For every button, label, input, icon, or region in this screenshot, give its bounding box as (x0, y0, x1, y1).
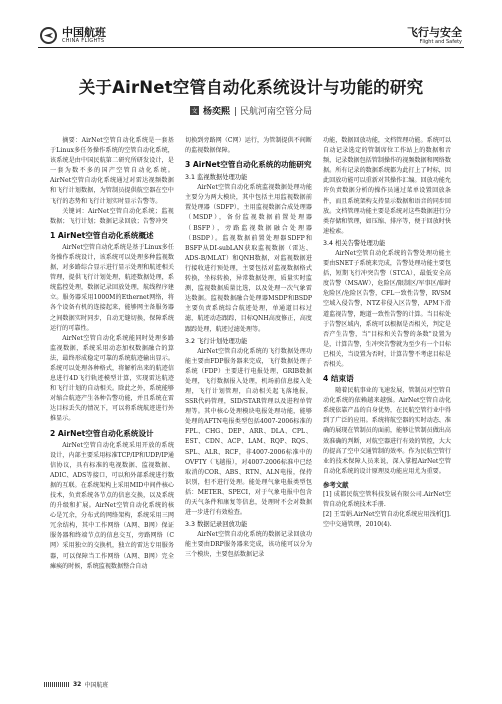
author-icon: 文 (191, 108, 198, 115)
paragraph: 切换到旁路网（C网）运行，为管制提供不间断的监视数据保障。 (185, 137, 312, 155)
subsection-heading-3-1: 3.1 监视数据处理功能 (185, 174, 248, 182)
paragraph: AirNet空管自动化系统采用开放的系统设计，内部主要采用标准TCP/IP和UDP/IP通信协议，具有标准的电视数据、监视数据、ADIC、ADS等接口，可以和外部系统进行数据的互联。在系统架构上采用MID中间件核心技术，负责系统各节点的信息交换，以及系统的升级和扩展。AirNet空管自动化系统的核心是冗余，分布式的网络架构，系统采用三网冗余结构，其中工作网络（A网、B网）保证服务器和终端节点的信息交互，旁路网络（C网）采用独立的交换机，独立的雷达专用服务器，可以保障当工作网络（A网、B网）完全瘫痪的时候，系统监视数据整合自动 (50, 441, 174, 570)
section-heading-4: 4 结束语 (323, 374, 354, 384)
column-2 (185, 136, 312, 560)
references-heading: 参考文献 (323, 480, 349, 489)
section-cn-title: 飞行与安全 (407, 26, 462, 39)
author-line (0, 104, 502, 117)
section-en-title: Flight and Safety (419, 39, 462, 45)
paragraph: AirNet空管自动化系统的数据记录回放功能主要由DRP服务器来完成，该功能可以分为三个模块，主要包括数据记录 (185, 531, 312, 559)
paragraph: AirNet空管自动化系统的告警处理功能主要由SNET子系统来完成，告警处理功能主要包括，短期飞行冲突告警（STCA），最低安全高度告警（MSAW），危险区/限制区/军事区/临时危险区/危险区告警，CFL一致性告警，RVSM空域入侵告警，NTZ非侵入区告警，APM下滑道监视告警，跑道一致性告警的计算。当目标处于告警区域内，系统可以根据是否相关，判定是否产生告警，当"目标和关告警的条数"设置为是，计算告警，生冲突告警就为至少有一个目标已相关，当设置为否时，计算告警不考虑目标是否相关。 (323, 249, 451, 368)
section-heading-1: 1 AirNet空管自动化系统概述 (50, 230, 154, 240)
reference-item: [2] 王雪娟.AirNet空管自动化系统应用浅析[J].空中交通管理，2010(4). (323, 511, 451, 529)
page-footer (44, 680, 108, 689)
paragraph: AirNet空管自动化系统是基于Linux多任务操作系统设计，该系统可以处理多种监视数据，对多路综合显示进行显示处理和航迹相关管理，提供飞行计划处理，航迹数据处理，系统监控处理，数据记录回放处理，航线程序建立。服务器采用1000M的Ethernet网络，将各个设备有机的连接起来，能够网主备服务器之间数据实时同步，自动无缝切换，保障系统运行的可靠性。 (50, 243, 174, 332)
section-heading-3: 3 AirNet空管自动化系统的功能研究 (185, 160, 312, 170)
paragraph: AirNet空管自动化系统能同时处理多路监视数据，系统采用动态加权数据融合的算法，最终形成稳定可靠的系统航迹输出显示。系统可以处理各种格式，将解析出来的航迹信息进行4D飞行轨迹模型计算，实现雷达航迹和飞行计划的自动相关。除此之外，系统能够对缩合航迹产生各种告警功能，并且系统在雷达目标丢失的情况下，可以将系统航迹进行外推显示。 (50, 334, 174, 423)
article-title: 关于AirNet空管自动化系统设计与功能的研究 (78, 78, 424, 97)
subsection-heading-3-4: 3.4 相关告警处理功能 (323, 239, 386, 247)
journal-logo (40, 27, 106, 44)
subsection-heading-3-2: 3.2 飞行计划处理功能 (185, 337, 248, 345)
plane-globe-icon (40, 27, 57, 44)
page-number: 32 (73, 681, 82, 688)
header-rule (38, 47, 464, 48)
paragraph: 随着民航事业的飞速发展，管制员对空管自动化系统的依赖越来越强。AirNet空管自动化系统依靠产品的自身优势，在民航空管行业中得到了广泛的应用。系统将航空器的实时动态、准确的展现在管制员的面前，能够让管制员做出高效准确的判断，对航空器进行有效的管控，大大的提高了空中交通管制的效率。作为民航空管行业的技术保障人员来说，深入掌握AirNet空管自动化系统的设计原理及功能应用尤为重要。 (323, 387, 451, 475)
footer-brand: 中国航班 (84, 682, 109, 689)
keywords: 关键词：AirNet空管自动化系统；监视数据；飞行计划；数据记录回放；告警冲突 (50, 207, 174, 225)
barcode-icon (44, 682, 70, 687)
column-3 (323, 136, 451, 530)
section-heading-2: 2 AirNet空管自动化系统设计 (50, 428, 154, 438)
journal-section (407, 27, 462, 45)
author-affiliation: | 民航河南空管分局 (234, 107, 312, 117)
reference-item: [1] 成都民航空管科技发展有限公司.AirNet空管自动化系统技术手册. (323, 491, 451, 509)
paragraph: AirNet空管自动化系统的飞行数据处理功能主要由FDP服务器来完成，飞行数据处理子系统（FDP）主要进行电报处理，GRIB数据处理，飞行数据报入处理，机场前信息接入处理，飞行计划管理，自动相关起飞落地报，SSR代码管理，SID/STAR管理以及进程单管理等。其中核心处理模块电报处理功能，能够处理的AFTN电报类型包括4007-2006标准的FPL、CHG、DEP、ARR、DLA、CPL、EST、CDN、ACP、LAM、RQP、RQS、SPL、ALR、RCF，非4007-2006标准中的OVFTY（飞越报），对4007-2006标准中已经取消的COR、ABS、RTN、ALN电报，保持识别，但不进行处理。能处理气象电报类型包括：METER、SPECI，对于气象电报中包含的天气条件和康复等信息，处理时不会对数据进一步进行有效检查。 (185, 347, 312, 517)
subsection-heading-3-3: 3.3 数据记录回放功能 (185, 521, 248, 529)
paragraph: 功能，数据回放功能，文档管理功能。系统可以自动记录选定的管制席位工作站上的数据和音频，记录数据包括管制操作的视频数据和网络数据。所有记录的数据系统都为此打上了时标，因此回放功能可以重新对其操作汇编。回放功能允许负责数据分析的操作员通过菜单设置回放条件，而且系统架构支持显示数据和语音的同步回放。文档管理功能主要是系统对这些数据进行分类存储和管理，如压缩、排序等，便于回放时快速检索。 (323, 137, 451, 235)
logo-cn-text: 中国航班 (62, 26, 106, 39)
abstract: 摘要：AirNet空管自动化系统是一套基于Linux多任务操作系统的空管自动化系统，该系统是由中国民航第二研究所研发设计，是一套为数不多的国产空管自动化系统。AirNet空管自动化系统通过对雷达视频数据和飞行计划数据，为管制员提供航空器在空中飞行的态势和飞行计划实时显示告警等。 (50, 137, 174, 205)
author-name: 杨奕熙 (203, 107, 231, 117)
logo-en-text: CHINA FLIGHTS (62, 38, 105, 44)
column-1 (50, 136, 174, 572)
paragraph: AirNet空管自动化系统监视数据处理功能主要分为两大模块，其中包括主用监视数据前置处理器（SDFP），主用监视数据合成处理器（MSDP），备份监视数据前置处理器（BSFP），旁路监视数据融合处理器（BSDP）。监视数据前置处理器SDFP和BSFP从DI-subLAN获取监视数据（雷达、ADS-B/MLAT）和QNH数据，对监视数据进行接收进行预处理，主要包括对监视数据格式转换，坐标转换，异常数据处理，质量实时监测，监视数据质量比选，以及处理一次气象雷达数据。监视数据融合处理器MSDP和BSDP主要负责系统综合航迹处理，单通道目标过滤，航迹动态跟踪，目标QNH高度修正，高度跟踪处理，航迹过滤处理等。 (185, 184, 312, 333)
